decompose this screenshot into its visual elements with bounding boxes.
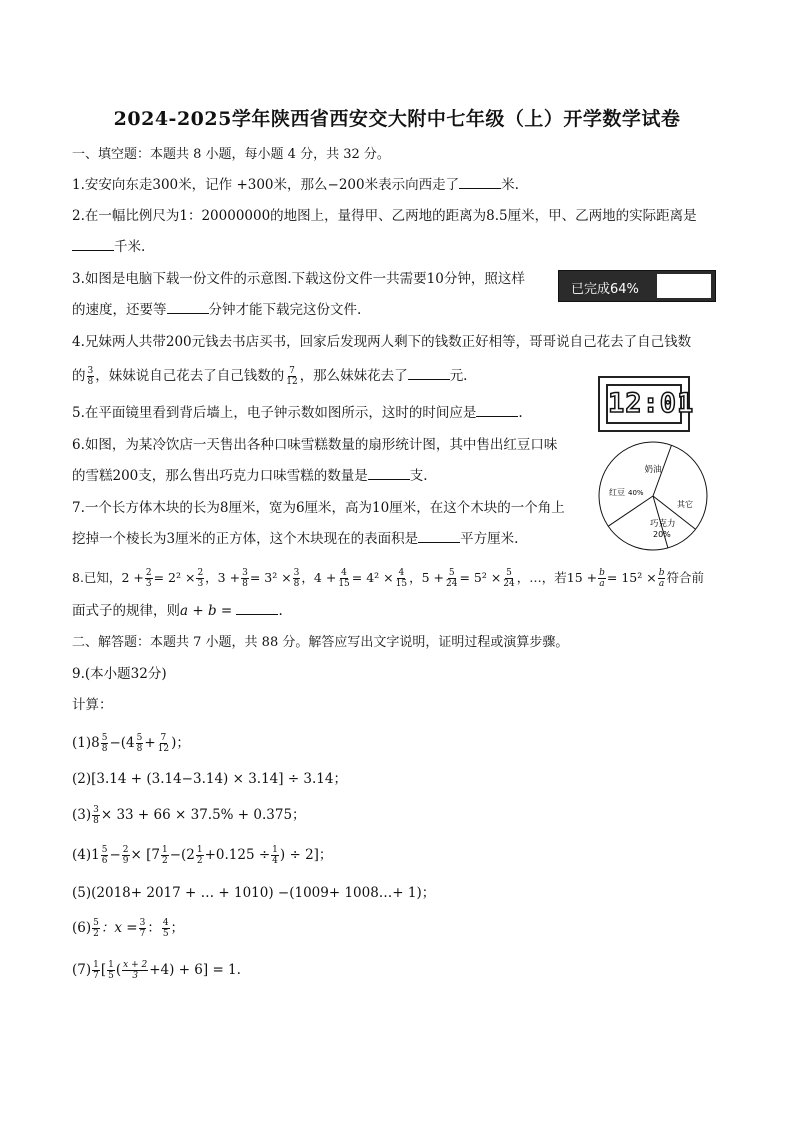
question-3-cont: 的速度，还要等 分钟才能下载完这份文件. — [72, 302, 362, 318]
fraction: $\frac{3}{8}$ — [87, 366, 94, 387]
question-4-cont: 的 $\frac{3}{8}$ ，妹妹说自己花去了自己钱数的 $\frac{7}{12}$ ，那么妹妹花去了 元. — [72, 366, 468, 387]
question-5: 5.在平面镜里看到背后墙上，电子钟示数如图所示，这时的时间应是 . — [72, 405, 523, 421]
question-4: 4.兄妹两人共带200元钱去书店买书，回家后发现两人剩下的钱数正好相等，哥哥说自己花去了自己钱数 — [72, 334, 692, 350]
download-progress-bar — [558, 270, 716, 302]
question-7: 7.一个长方体木块的长为8厘米，宽为6厘米，高为10厘米，在这个木块的一个角上 — [72, 500, 565, 516]
progress-remaining — [657, 274, 711, 298]
answer-blank — [72, 238, 114, 251]
pie-label-chocolate: 巧克力 — [650, 519, 676, 529]
problem-6: (6) $\frac{5}{2}$ ：x = $\frac{3}{7}$ ： $\frac{4}{5}$ ； — [72, 918, 185, 939]
pie-label-cream: 奶油 — [644, 465, 662, 475]
fraction: $\frac{7}{12}$ — [286, 366, 298, 387]
problem-4: (4)1 $\frac{5}{6}$ − $\frac{2}{9}$ × [7 $\frac{1}{2}$ −(2 $\frac{1}{2}$ +0.125 ÷ $\frac{1}{4}$ ) ÷ 2]； — [72, 845, 333, 866]
section-2-heading: 二、解答题：本题共 7 小题，共 88 分。解答应写出文字说明，证明过程或演算步骤。 — [72, 635, 569, 650]
progress-label: 已完成64% — [571, 282, 639, 297]
pie-value-redbean: 40% — [628, 489, 644, 497]
question-1: 1.安安向东走300米，记作 +300米，那么−200米表示向西走了 米. — [72, 177, 519, 193]
page-title: 2024-2025学年陕西省西安交大附中七年级（上）开学数学试卷 — [113, 108, 681, 130]
question-9-heading: 9.(本小题32分) — [72, 666, 167, 682]
answer-blank — [368, 467, 410, 480]
problem-1: (1)8 $\frac{5}{8}$ −(4 $\frac{5}{8}$ + $\frac{7}{12}$ )； — [72, 733, 190, 754]
question-2: 2.在一幅比例尺为1：20000000的地图上，量得甲、乙两地的距离为8.5厘米，甲、乙两地的实际距离是 — [72, 208, 697, 224]
answer-blank — [418, 530, 460, 543]
question-2-cont: 千米. — [72, 238, 145, 256]
problem-3: (3) $\frac{3}{8}$ × 33 + 66 × 37.5% + 0.375； — [72, 805, 306, 826]
pie-value-chocolate: 20% — [653, 530, 671, 539]
clock-screen — [606, 384, 695, 424]
question-7-cont: 挖掉一个棱长为3厘米的正方体，这个木块现在的表面积是 平方厘米. — [72, 531, 519, 547]
answer-blank — [167, 301, 209, 314]
question-3: 3.如图是电脑下载一份文件的示意图.下载这份文件一共需要10分钟，照这样 — [72, 271, 525, 287]
pie-label-other: 其它 — [677, 500, 693, 509]
section-1-heading: 一、填空题：本题共 8 小题，每小题 4 分，共 32 分。 — [72, 147, 390, 162]
answer-blank — [476, 404, 518, 417]
question-8: 8.已知，2 + $\frac{2}{3}$ = 2² × $\frac{2}{3}$ ，3 + $\frac{3}{8}$ = 3² × $\frac{3}{8}$ ，4 + $\frac{4}{15}$ = 4² × $\frac{4}{15}$ ，5 + $\frac{5}{24}$ = 5² × $\frac{5}{24}$ ，…，若15 + $\frac{b}{a}$ = 15² × $\frac{b}{a}$ 符合前 — [72, 568, 704, 589]
problem-2: (2)[3.14 + (3.14−3.14) × 3.14] ÷ 3.14； — [72, 771, 347, 787]
question-8-cont: 面式子的规律，则a + b = . — [72, 603, 283, 619]
pie-label-redbean: 红豆 — [609, 488, 625, 497]
question-6-cont: 的雪糕200支，那么售出巧克力口味雪糕的数量是 支. — [72, 468, 428, 484]
problem-5: (5)(2018+ 2017 + … + 1010) −(1009+ 1008…+ 1)； — [72, 885, 436, 901]
problem-7: (7) $\frac{1}{7}$ [ $\frac{1}{5}$ ( $\frac{x + 2}{3}$ +4) + 6] = 1. — [72, 960, 241, 981]
answer-blank — [236, 602, 278, 615]
question-6: 6.如图，为某冷饮店一天售出各种口味雪糕数量的扇形统计图，其中售出红豆口味 — [72, 437, 558, 453]
answer-blank — [459, 176, 501, 189]
pie-chart — [597, 440, 709, 552]
digital-clock — [598, 376, 695, 432]
clock-digits: 12:01 — [608, 388, 695, 419]
answer-blank — [408, 367, 450, 380]
calc-label: 计算： — [72, 697, 113, 713]
